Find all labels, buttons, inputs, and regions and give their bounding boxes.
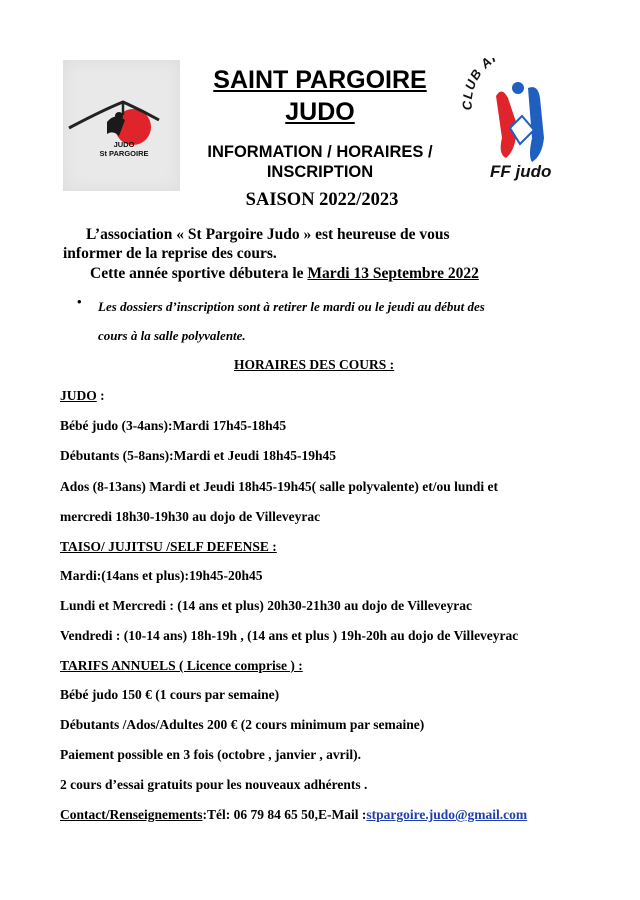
subtitle-line1: INFORMATION / HORAIRES /: [207, 143, 433, 161]
judo-line: Débutants (5-8ans):Mardi et Jeudi 18h45-19h45: [60, 448, 337, 463]
tarif-line: Débutants /Ados/Adultes 200 € (2 cours minimum par semaine): [60, 717, 425, 732]
notice-line2: cours à la salle polyvalente.: [98, 328, 246, 343]
tarif-line: Bébé judo 150 € (1 cours par semaine): [60, 687, 280, 702]
ff-judo-brand: FF judo: [490, 162, 552, 181]
judo-heading-suffix: :: [96, 388, 105, 403]
tarif-line: 2 cours d’essai gratuits pour les nouveaux adhérents .: [60, 777, 368, 792]
title-line2: JUDO: [285, 98, 355, 126]
notice-bullet: •: [77, 294, 82, 309]
taiso-line: Lundi et Mercredi : (14 ans et plus) 20h30-21h30 au dojo de Villeveyrac: [60, 598, 472, 613]
taiso-heading: TAISO/ JUJITSU /SELF DEFENSE :: [60, 539, 277, 554]
intro-start-text: Cette année sportive débutera le: [90, 265, 308, 282]
email-link[interactable]: stpargoire.judo@gmail.com: [366, 807, 528, 822]
logo-line2: St PARGOIRE: [99, 149, 149, 158]
taiso-line: Vendredi : (10-14 ans) 18h-19h , (14 ans et plus ) 19h-20h au dojo de Villeveyrac: [60, 628, 519, 643]
intro-line3: [90, 265, 479, 283]
judo-line: Bébé judo (3-4ans):Mardi 17h45-18h45: [60, 418, 287, 433]
subtitle-line2: INSCRIPTION: [266, 163, 374, 181]
schedule-heading: HORAIRES DES COURS :: [234, 357, 395, 372]
judo-line: mercredi 18h30-19h30 au dojo de Villeveyrac: [60, 509, 321, 524]
judo-line: Ados (8-13ans) Mardi et Jeudi 18h45-19h45( salle polyvalente) et/ou lundi et: [60, 479, 499, 494]
contact-phone: :Tél: 06 79 84 65 50,E-Mail :: [202, 807, 367, 822]
tarifs-heading: TARIFS ANNUELS ( Licence comprise ) :: [60, 658, 303, 673]
tarif-line: Paiement possible en 3 fois (octobre , janvier , avril).: [60, 747, 361, 762]
start-date: Mardi 13 Septembre 2022: [307, 265, 479, 282]
club-affilie-text: CLUB A: [459, 58, 496, 111]
judo-heading-label: JUDO: [60, 388, 97, 403]
notice-line1: Les dossiers d’inscription sont à retirer le mardi ou le jeudi au début des: [98, 299, 485, 314]
season-label: SAISON 2022/2023: [245, 190, 399, 210]
title-line1: SAINT PARGOIRE: [213, 66, 427, 94]
intro-line1: L’association « St Pargoire Judo » est heureuse de vous: [86, 226, 450, 243]
intro-line2: informer de la reprise des cours.: [63, 245, 277, 262]
judo-heading: [60, 388, 105, 404]
logo-line1: JUDO: [113, 140, 135, 149]
contact-label: Contact/Renseignements: [60, 807, 203, 822]
contact-line: [60, 807, 527, 823]
taiso-line: Mardi:(14ans et plus):19h45-20h45: [60, 568, 263, 583]
